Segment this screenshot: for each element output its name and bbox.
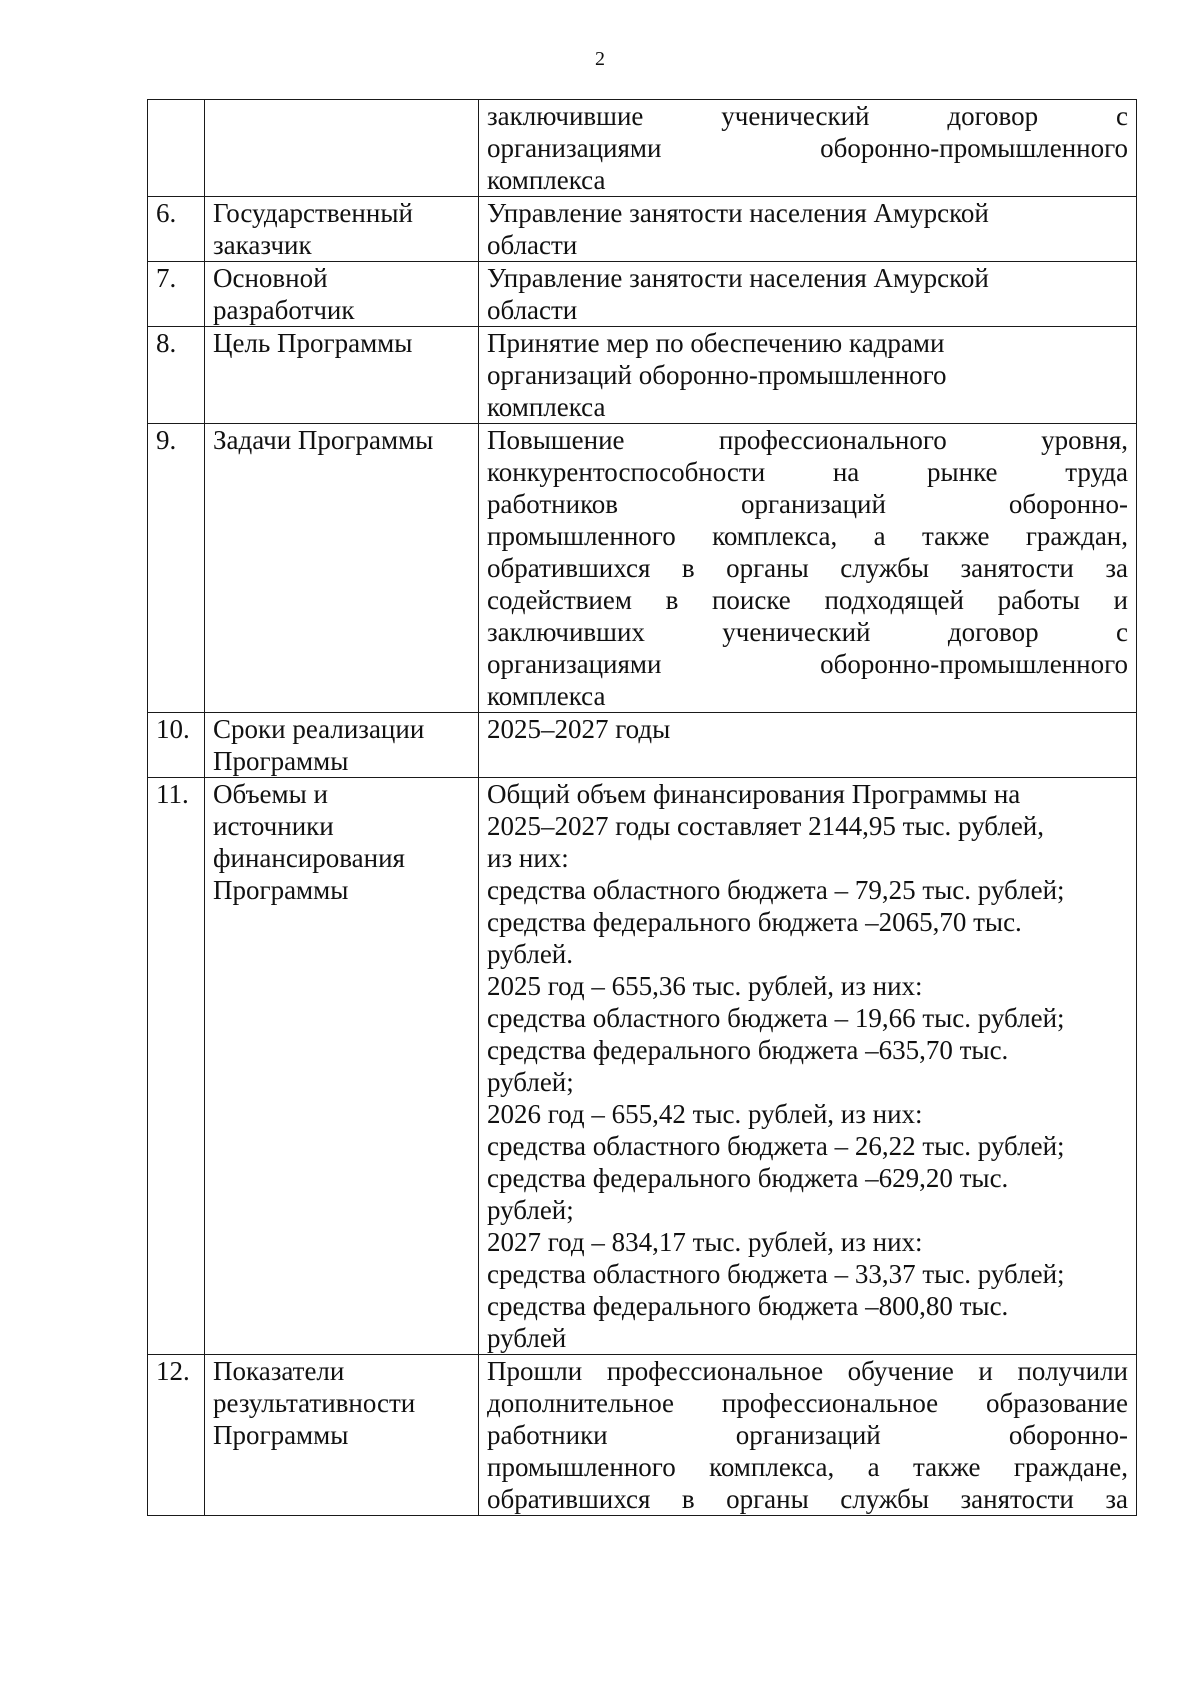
parameter-value-line: средства федерального бюджета –800,80 тыс. <box>487 1291 1009 1321</box>
parameter-value-line: комплекса <box>487 165 606 195</box>
table-row <box>148 1355 1137 1516</box>
parameter-value-line: содействием в поиске подходящей работы и <box>487 585 1128 615</box>
table-row <box>148 262 1137 327</box>
parameter-name-line: Программы <box>213 1420 349 1450</box>
row-parameter-name <box>205 778 479 1355</box>
parameter-value-line: из них: <box>487 843 569 873</box>
parameter-value-line: Принятие мер по обеспечению кадрами <box>487 328 945 358</box>
parameter-name-line: Объемы и <box>213 779 328 809</box>
parameter-value-line: средства федерального бюджета –635,70 тыс. <box>487 1035 1009 1065</box>
parameter-name-line: Задачи Программы <box>213 425 434 455</box>
row-parameter-name <box>205 262 479 327</box>
table-row <box>148 713 1137 778</box>
parameter-name-line: Основной <box>213 263 328 293</box>
parameter-value-line: 2027 год – 834,17 тыс. рублей, из них: <box>487 1227 923 1257</box>
parameter-name-line: заказчик <box>213 230 312 260</box>
row-parameter-name <box>205 197 479 262</box>
row-parameter-value <box>479 100 1137 197</box>
parameter-value-line: Общий объем финансирования Программы на <box>487 779 1021 809</box>
program-passport-table <box>147 99 1137 1516</box>
parameter-value-line: рублей; <box>487 1067 574 1097</box>
parameter-name-line: Программы <box>213 746 349 776</box>
table-row <box>148 197 1137 262</box>
parameter-value-line: 2025–2027 годы <box>487 714 671 744</box>
parameter-value-line: рублей. <box>487 939 574 969</box>
parameter-value-line: обратившихся в органы службы занятости за <box>487 1484 1128 1514</box>
row-number: 9. <box>148 424 205 713</box>
table-row <box>148 778 1137 1355</box>
parameter-name-line: Программы <box>213 875 349 905</box>
row-parameter-name <box>205 424 479 713</box>
parameter-value-line: средства областного бюджета – 79,25 тыс. рублей; <box>487 875 1065 905</box>
row-number: 6. <box>148 197 205 262</box>
row-parameter-name <box>205 713 479 778</box>
page-number: 2 <box>595 48 605 70</box>
parameter-name-line: разработчик <box>213 295 355 325</box>
parameter-value-line: средства федерального бюджета –2065,70 тыс. <box>487 907 1022 937</box>
row-number: 7. <box>148 262 205 327</box>
parameter-value-line: средства областного бюджета – 33,37 тыс. рублей; <box>487 1259 1065 1289</box>
parameter-value-line: конкурентоспособности на рынке труда <box>487 457 1128 487</box>
row-number: 8. <box>148 327 205 424</box>
parameter-value-line: заключившие ученический договор с <box>487 101 1128 131</box>
row-parameter-value <box>479 778 1137 1355</box>
parameter-value-line: области <box>487 230 578 260</box>
parameter-value-line: Прошли профессиональное обучение и получили <box>487 1356 1128 1386</box>
parameter-name-line: Цель Программы <box>213 328 413 358</box>
parameter-value-line: Управление занятости населения Амурской <box>487 263 989 293</box>
parameter-value-line: средства федерального бюджета –629,20 тыс. <box>487 1163 1009 1193</box>
parameter-value-line: области <box>487 295 578 325</box>
parameter-value-line: обратившихся в органы службы занятости за <box>487 553 1128 583</box>
parameter-value-line: промышленного комплекса, а также граждане, <box>487 1452 1128 1482</box>
parameter-value-line: 2026 год – 655,42 тыс. рублей, из них: <box>487 1099 923 1129</box>
row-number <box>148 100 205 197</box>
parameter-value-line: 2025 год – 655,36 тыс. рублей, из них: <box>487 971 923 1001</box>
parameter-value-line: 2025–2027 годы составляет 2144,95 тыс. рублей, <box>487 811 1045 841</box>
parameter-name-line: результативности <box>213 1388 416 1418</box>
parameter-value-line: организаций оборонно-промышленного <box>487 360 947 390</box>
parameter-value-line: дополнительное профессиональное образование <box>487 1388 1128 1418</box>
parameter-value-line: средства областного бюджета – 26,22 тыс. рублей; <box>487 1131 1065 1161</box>
parameter-value-line: работников организаций оборонно- <box>487 489 1128 519</box>
parameter-value-line: организациями оборонно-промышленного <box>487 133 1128 163</box>
parameter-value-line: рублей; <box>487 1195 574 1225</box>
parameter-name-line: Сроки реализации <box>213 714 425 744</box>
parameter-value-line: Повышение профессионального уровня, <box>487 425 1128 455</box>
table-row <box>148 424 1137 713</box>
table-row <box>148 327 1137 424</box>
table-body <box>148 100 1137 1516</box>
row-parameter-value <box>479 197 1137 262</box>
parameter-value-line: организациями оборонно-промышленного <box>487 649 1128 679</box>
parameter-value-line: Управление занятости населения Амурской <box>487 198 989 228</box>
parameter-name-line: источники <box>213 811 334 841</box>
parameter-value-line: комплекса <box>487 681 606 711</box>
parameter-value-line: заключивших ученический договор с <box>487 617 1128 647</box>
parameter-value-line: средства областного бюджета – 19,66 тыс. рублей; <box>487 1003 1065 1033</box>
parameter-value-line: промышленного комплекса, а также граждан, <box>487 521 1128 551</box>
table-row <box>148 100 1137 197</box>
parameter-name-line: Показатели <box>213 1356 345 1386</box>
row-number: 11. <box>148 778 205 1355</box>
row-parameter-value <box>479 262 1137 327</box>
parameter-value-line: комплекса <box>487 392 606 422</box>
row-parameter-value <box>479 713 1137 778</box>
parameter-value-line: работники организаций оборонно- <box>487 1420 1128 1450</box>
parameter-name-line: Государственный <box>213 198 413 228</box>
row-parameter-value <box>479 327 1137 424</box>
row-parameter-name <box>205 327 479 424</box>
row-parameter-value <box>479 424 1137 713</box>
parameter-value-line: рублей <box>487 1323 567 1353</box>
parameter-name-line: финансирования <box>213 843 405 873</box>
row-number: 10. <box>148 713 205 778</box>
row-parameter-name <box>205 100 479 197</box>
row-number: 12. <box>148 1355 205 1516</box>
row-parameter-name <box>205 1355 479 1516</box>
row-parameter-value <box>479 1355 1137 1516</box>
